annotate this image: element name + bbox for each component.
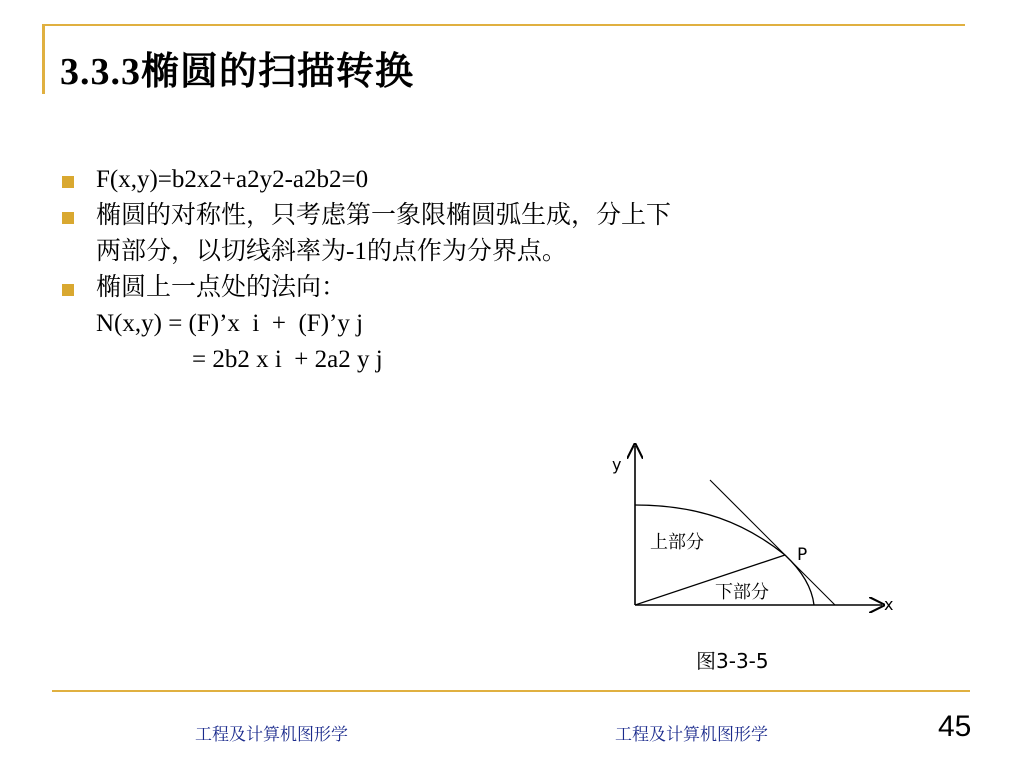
- y-axis-label: y: [612, 455, 622, 474]
- ellipse-diagram: [600, 438, 910, 618]
- bullet-list: [62, 162, 922, 378]
- upper-region-label: 上部分: [650, 532, 704, 553]
- bullet-line: = 2b2 x i + 2a2 y j: [192, 346, 383, 373]
- x-axis-label: x: [884, 595, 894, 614]
- bullet-item-symmetry: [62, 198, 922, 270]
- bullet-marker: [62, 284, 74, 296]
- bullet-item-equation: [62, 162, 922, 198]
- footer-left-text: 工程及计算机图形学: [195, 725, 348, 745]
- bottom-rule: [52, 690, 970, 692]
- bullet-line: 两部分，以切线斜率为-1的点作为分界点。: [96, 238, 567, 265]
- top-rule: [44, 24, 965, 26]
- bullet-line: 椭圆的对称性，只考虑第一象限椭圆弧生成，分上下: [96, 202, 672, 229]
- page-number: 45: [938, 710, 972, 743]
- bullet-line: F(x,y)=b2x2+a2y2-a2b2=0: [96, 166, 369, 193]
- figure-caption: 图3-3-5: [696, 649, 769, 673]
- lower-region-label: 下部分: [715, 582, 769, 603]
- left-rule: [42, 24, 45, 94]
- bullet-marker: [62, 212, 74, 224]
- point-label: P: [797, 545, 808, 565]
- bullet-marker: [62, 176, 74, 188]
- bullet-line: 椭圆上一点处的法向：: [96, 274, 347, 301]
- bullet-line: N(x,y) = (F)’x i + (F)’y j: [96, 310, 364, 337]
- footer-center-text: 工程及计算机图形学: [615, 725, 768, 745]
- slide-title: 3.3.3椭圆的扫描转换: [60, 51, 415, 93]
- bullet-item-normal: [62, 270, 922, 378]
